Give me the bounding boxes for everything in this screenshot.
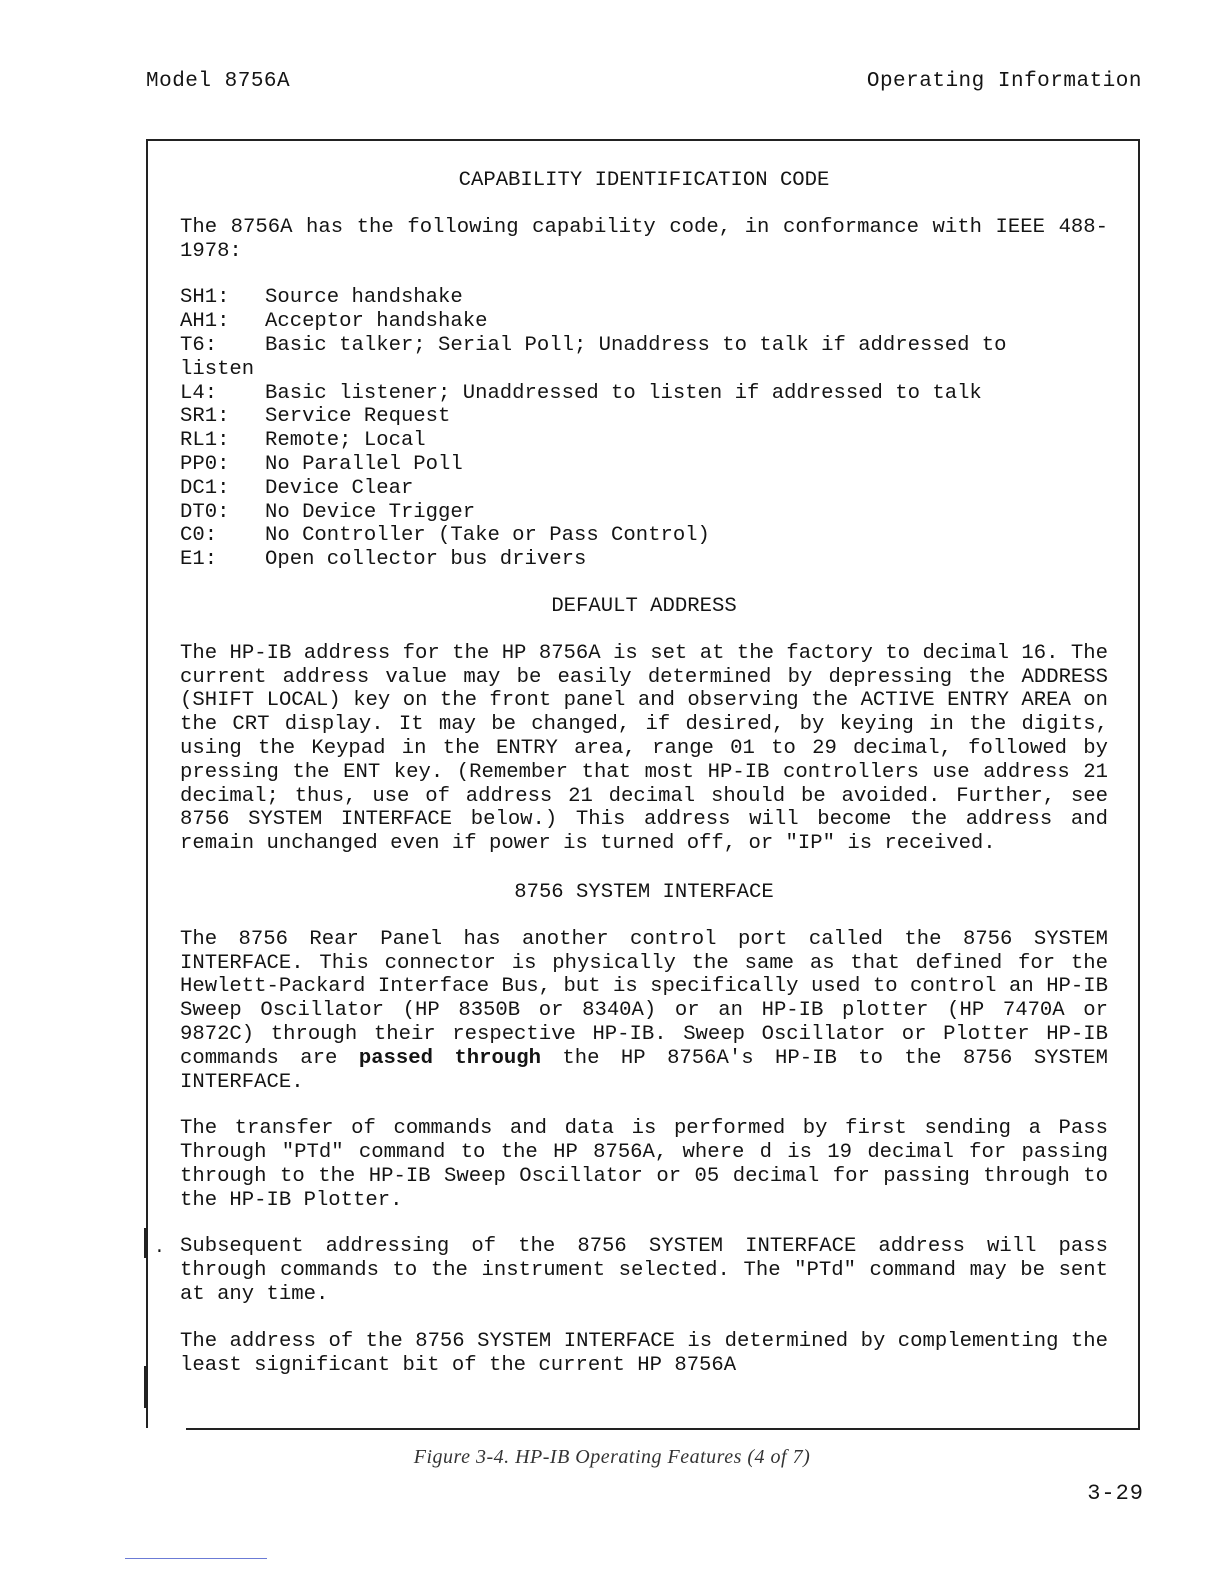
system-interface-title: 8756 SYSTEM INTERFACE bbox=[514, 880, 774, 904]
system-interface-paragraph-2: The transfer of commands and data is performed by first sending a Pass Through "PTd" command to the HP 8756A, where d is 19 decimal for passing through to the HP-IB Sweep Oscillator or 05 decimal for passing through to the HP-IB Plotter. bbox=[180, 1117, 1108, 1212]
system-interface-paragraph-3: Subsequent addressing of the 8756 SYSTEM INTERFACE address will pass through commands to the instrument selected. The "PTd" command may be sent at any time. bbox=[180, 1235, 1108, 1307]
content-frame bbox=[146, 139, 1140, 1428]
default-address-title: DEFAULT ADDRESS bbox=[551, 594, 737, 618]
change-bar bbox=[144, 1366, 146, 1408]
capability-title: CAPABILITY IDENTIFICATION CODE bbox=[458, 169, 830, 192]
running-header-section: Operating Information bbox=[866, 70, 1142, 93]
list-item: SR1: Service Request bbox=[180, 405, 451, 429]
list-item: SH1: Source handshake bbox=[180, 286, 463, 310]
list-item: T6: Basic talker; Serial Poll; Unaddress to talk if addressed to bbox=[180, 333, 1007, 357]
list-item: AH1: Acceptor handshake bbox=[180, 310, 488, 334]
running-header-model: Model 8756A bbox=[146, 70, 291, 93]
list-item: PP0: No Parallel Poll bbox=[180, 452, 463, 476]
list-item: RL1: Remote; Local bbox=[180, 429, 426, 453]
list-item: DT0: No Device Trigger bbox=[180, 500, 476, 524]
list-item: DC1: Device Clear bbox=[180, 476, 414, 500]
passed-through-emphasis: passed through bbox=[358, 1046, 541, 1070]
list-item: E1: Open collector bus drivers bbox=[180, 548, 587, 572]
system-interface-paragraph-1: The 8756 Rear Panel has another control port called the 8756 SYSTEM INTERFACE. This connector is physically the same as that defined for the Hewlett-Packard Interface Bus, but is specifically used to control an HP-IB Sweep Oscillator (HP 8350B or 8340A) or an HP-IB plotter (HP 7470A or 9872C) through their respective HP-IB. Sweep Oscillator or Plotter HP-IB commands are passed through the HP 8756A's HP-IB to the 8756 SYSTEM INTERFACE. bbox=[180, 927, 1108, 1094]
capability-list bbox=[180, 286, 1108, 572]
frame-bottom-rule bbox=[186, 1428, 1140, 1430]
page-number: 3-29 bbox=[1087, 1481, 1144, 1506]
footer-rule bbox=[125, 1558, 267, 1559]
system-interface-paragraph-4: The address of the 8756 SYSTEM INTERFACE is determined by complementing the least significant bit of the current HP 8756A bbox=[180, 1329, 1108, 1377]
change-bar bbox=[144, 1228, 146, 1258]
list-item: C0: No Controller (Take or Pass Control) bbox=[180, 524, 710, 548]
default-address-body: The HP-IB address for the HP 8756A is set at the factory to decimal 16. The current address value may be easily determined by depressing the ADDRESS (SHIFT LOCAL) key on the front panel and observing the ACTIVE ENTRY AREA on the CRT display. It may be changed, if desired, by keying in the digits, using the Keypad in the ENTRY area, range 01 to 29 decimal, followed by pressing the ENT key. (Remember that most HP-IB controllers use address 21 decimal; thus, use of address 21 decimal should be avoided. Further, see 8756 SYSTEM INTERFACE below.) This address will become the address and remain unchanged even if power is turned off, or "IP" is received. bbox=[180, 641, 1108, 856]
figure-caption: Figure 3-4. HP-IB Operating Features (4 of 7) bbox=[413, 1446, 811, 1468]
list-item: L4: Basic listener; Unaddressed to listen if addressed to talk bbox=[180, 381, 982, 405]
list-item: listen bbox=[180, 357, 255, 381]
content-body bbox=[180, 169, 1108, 1377]
capability-intro: The 8756A has the following capability code, in conformance with IEEE 488-1978: bbox=[180, 215, 1108, 263]
margin-dot: . bbox=[154, 1238, 165, 1258]
